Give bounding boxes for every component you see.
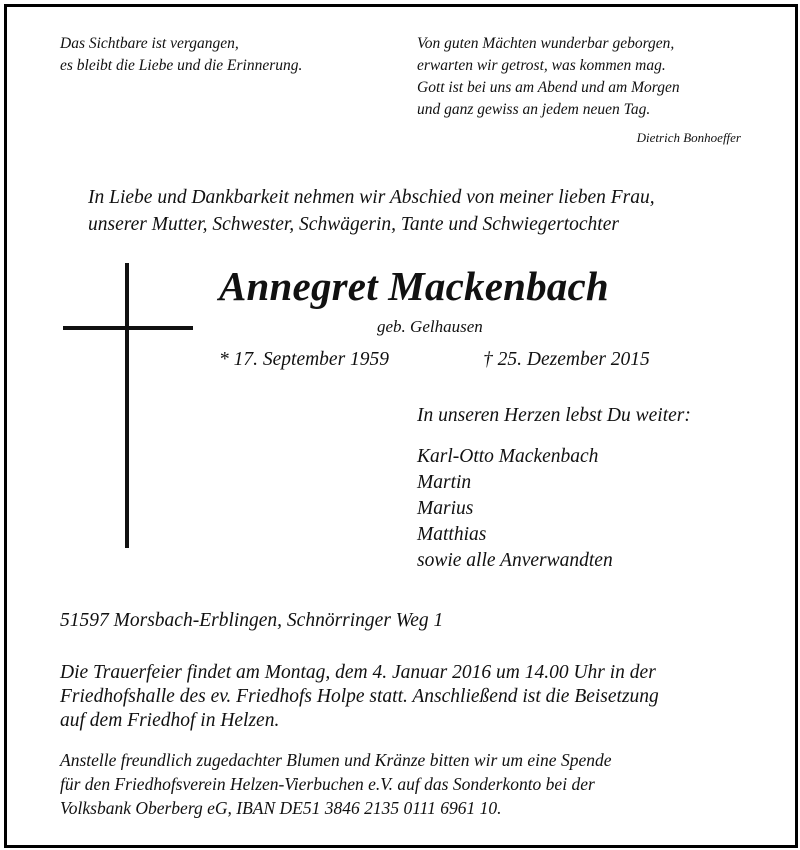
quote-left-line: Das Sichtbare ist vergangen, <box>60 35 239 52</box>
deceased-name: Annegret Mackenbach <box>219 263 609 309</box>
mourner: Martin <box>417 472 472 493</box>
quote-right-line: und ganz gewiss an jedem neuen Tag. <box>417 101 651 118</box>
birth-date: * 17. September 1959 <box>219 349 390 370</box>
mourner: Marius <box>417 498 474 519</box>
ceremony-line: Die Trauerfeier findet am Montag, dem 4. Januar 2016 um 14.00 Uhr in der <box>60 662 656 683</box>
obituary-notice <box>4 4 798 848</box>
donation-text <box>60 748 611 820</box>
quote-right-line: erwarten wir getrost, was kommen mag. <box>417 57 666 74</box>
ceremony-text <box>60 661 659 733</box>
mourners-list <box>417 444 613 574</box>
quote-author: Dietrich Bonhoeffer <box>636 130 741 145</box>
motto: In unseren Herzen lebst Du weiter: <box>417 405 691 426</box>
quote-left <box>60 33 302 77</box>
donation-line: für den Friedhofsverein Helzen-Vierbuchen e.V. auf das Sonderkonto bei der <box>60 774 595 794</box>
quote-right-line: Von guten Mächten wunderbar geborgen, <box>417 35 675 52</box>
intro-text <box>88 184 655 238</box>
quote-left-line: es bleibt die Liebe und die Erinnerung. <box>60 57 303 74</box>
intro-line: unserer Mutter, Schwester, Schwägerin, Tante und Schwiegertochter <box>88 214 619 235</box>
mourner: Matthias <box>417 524 487 545</box>
ceremony-line: auf dem Friedhof in Helzen. <box>60 710 280 731</box>
donation-line: Volksbank Oberberg eG, IBAN DE51 3846 2135 0111 6961 10. <box>60 798 502 818</box>
ceremony-line: Friedhofshalle des ev. Friedhofs Holpe statt. Anschließend ist die Beisetzung <box>60 686 659 707</box>
mourner: sowie alle Anverwandten <box>417 550 613 571</box>
quote-right <box>417 33 680 121</box>
intro-line: In Liebe und Dankbarkeit nehmen wir Abschied von meiner lieben Frau, <box>88 187 655 208</box>
death-date: † 25. Dezember 2015 <box>483 349 650 370</box>
mourner: Karl-Otto Mackenbach <box>417 446 599 467</box>
maiden-name: geb. Gelhausen <box>377 317 483 336</box>
donation-line: Anstelle freundlich zugedachter Blumen und Kränze bitten wir um eine Spende <box>60 750 612 770</box>
address: 51597 Morsbach-Erblingen, Schnörringer Weg 1 <box>60 610 444 631</box>
quote-right-line: Gott ist bei uns am Abend und am Morgen <box>417 79 680 96</box>
cross-icon <box>63 263 193 548</box>
